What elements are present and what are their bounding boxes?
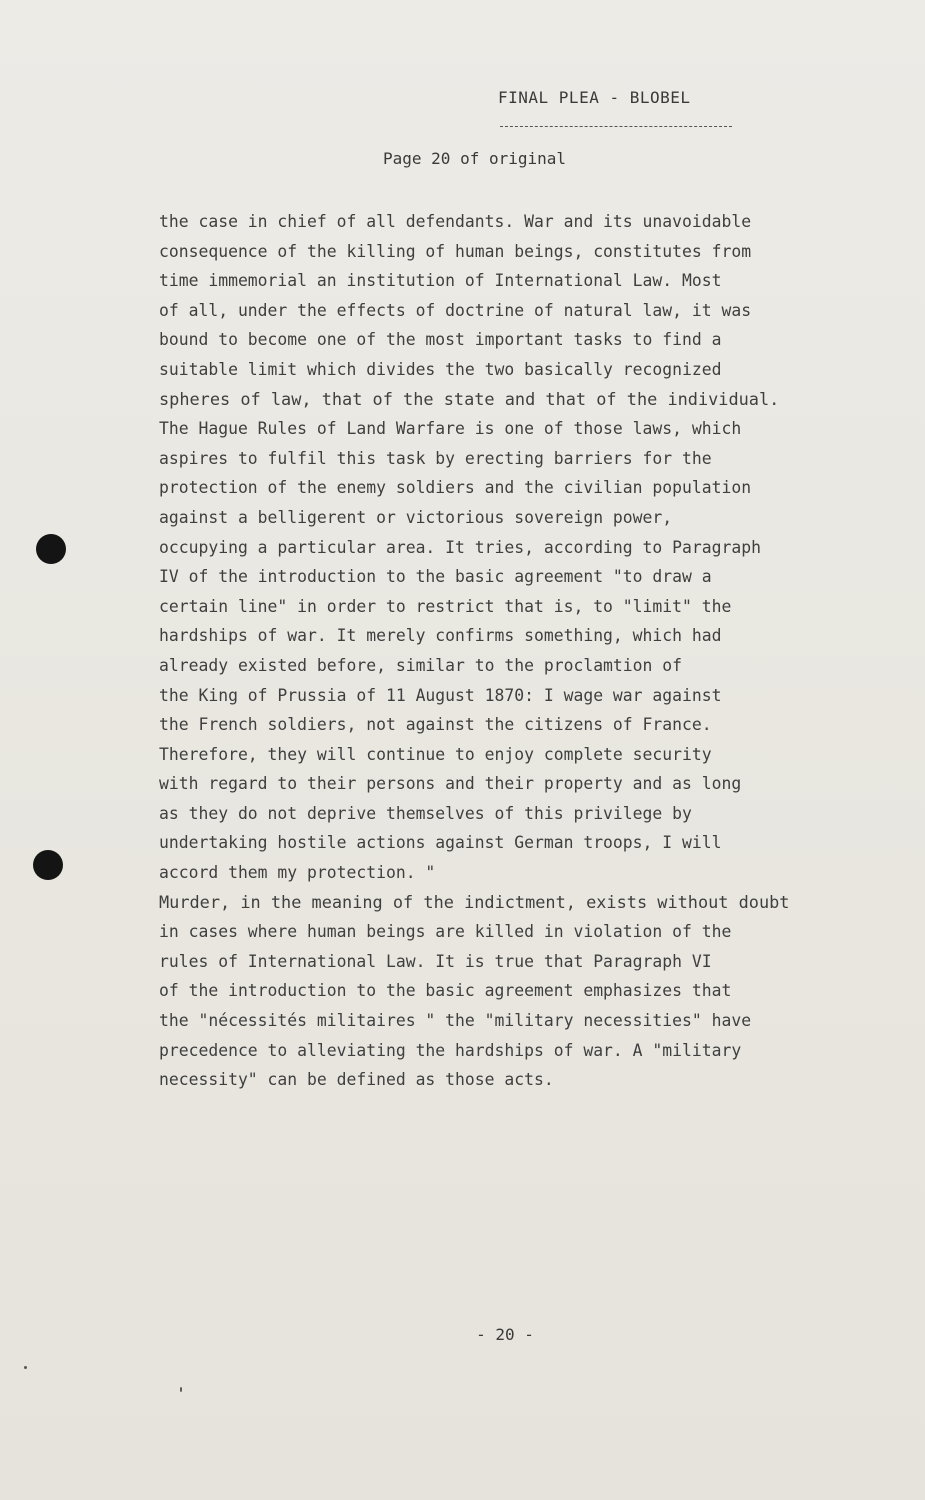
paper-speck [24,1366,27,1369]
text-line: bound to become one of the most important tasks to find a [159,330,722,350]
text-line: time immemorial an institution of International Law. Most [159,271,722,291]
text-line: occupying a particular area. It tries, according to Paragraph [159,537,761,557]
paper-speck [180,1387,182,1392]
text-line: consequence of the killing of human beings, constitutes from [159,241,752,261]
original-page-reference: Page 20 of original [383,149,567,168]
body-text [159,207,899,1095]
text-line: the King of Prussia of 11 August 1870: I wage war against [159,685,722,705]
text-line: against a belligerent or victorious sovereign power, [159,507,673,527]
text-line: spheres of law, that of the state and that of the individual. [159,388,780,409]
text-line: the French soldiers, not against the citizens of France. [159,715,712,735]
text-line: precedence to alleviating the hardships of war. A "military [159,1040,742,1060]
page-number: - 20 - [476,1325,534,1344]
text-line: in cases where human beings are killed in violation of the [159,922,732,942]
text-line: accord them my protection. " [159,863,436,883]
text-line: Therefore, they will continue to enjoy complete security [159,744,712,764]
text-line: necessity" can be defined as those acts. [159,1070,554,1090]
text-line: undertaking hostile actions against German troops, I will [159,833,722,853]
text-line: of the introduction to the basic agreement emphasizes that [159,981,732,1001]
text-line: Murder, in the meaning of the indictment, exists without doubt [159,891,790,912]
title-underline [500,126,732,127]
text-line: The Hague Rules of Land Warfare is one of those laws, which [159,419,742,439]
punch-hole [36,534,66,564]
document-title: FINAL PLEA - BLOBEL [498,88,691,107]
text-line: already existed before, similar to the proclamtion of [159,655,683,675]
text-line: the "nécessités militaires " the "military necessities" have [159,1011,752,1031]
text-line: the case in chief of all defendants. War and its unavoidable [159,212,752,231]
text-line: IV of the introduction to the basic agreement "to draw a [159,567,712,587]
text-line: rules of International Law. It is true that Paragraph VI [159,951,712,971]
text-line: suitable limit which divides the two basically recognized [159,359,722,379]
text-line: aspires to fulfil this task by erecting barriers for the [159,448,712,468]
text-line: with regard to their persons and their property and as long [159,774,742,794]
text-line: as they do not deprive themselves of this privilege by [159,803,692,823]
punch-hole [33,850,63,880]
text-line: hardships of war. It merely confirms something, which had [159,626,722,646]
text-line: certain line" in order to restrict that is, to "limit" the [159,596,732,616]
text-line: protection of the enemy soldiers and the civilian population [159,478,752,498]
text-line: of all, under the effects of doctrine of natural law, it was [159,300,752,320]
